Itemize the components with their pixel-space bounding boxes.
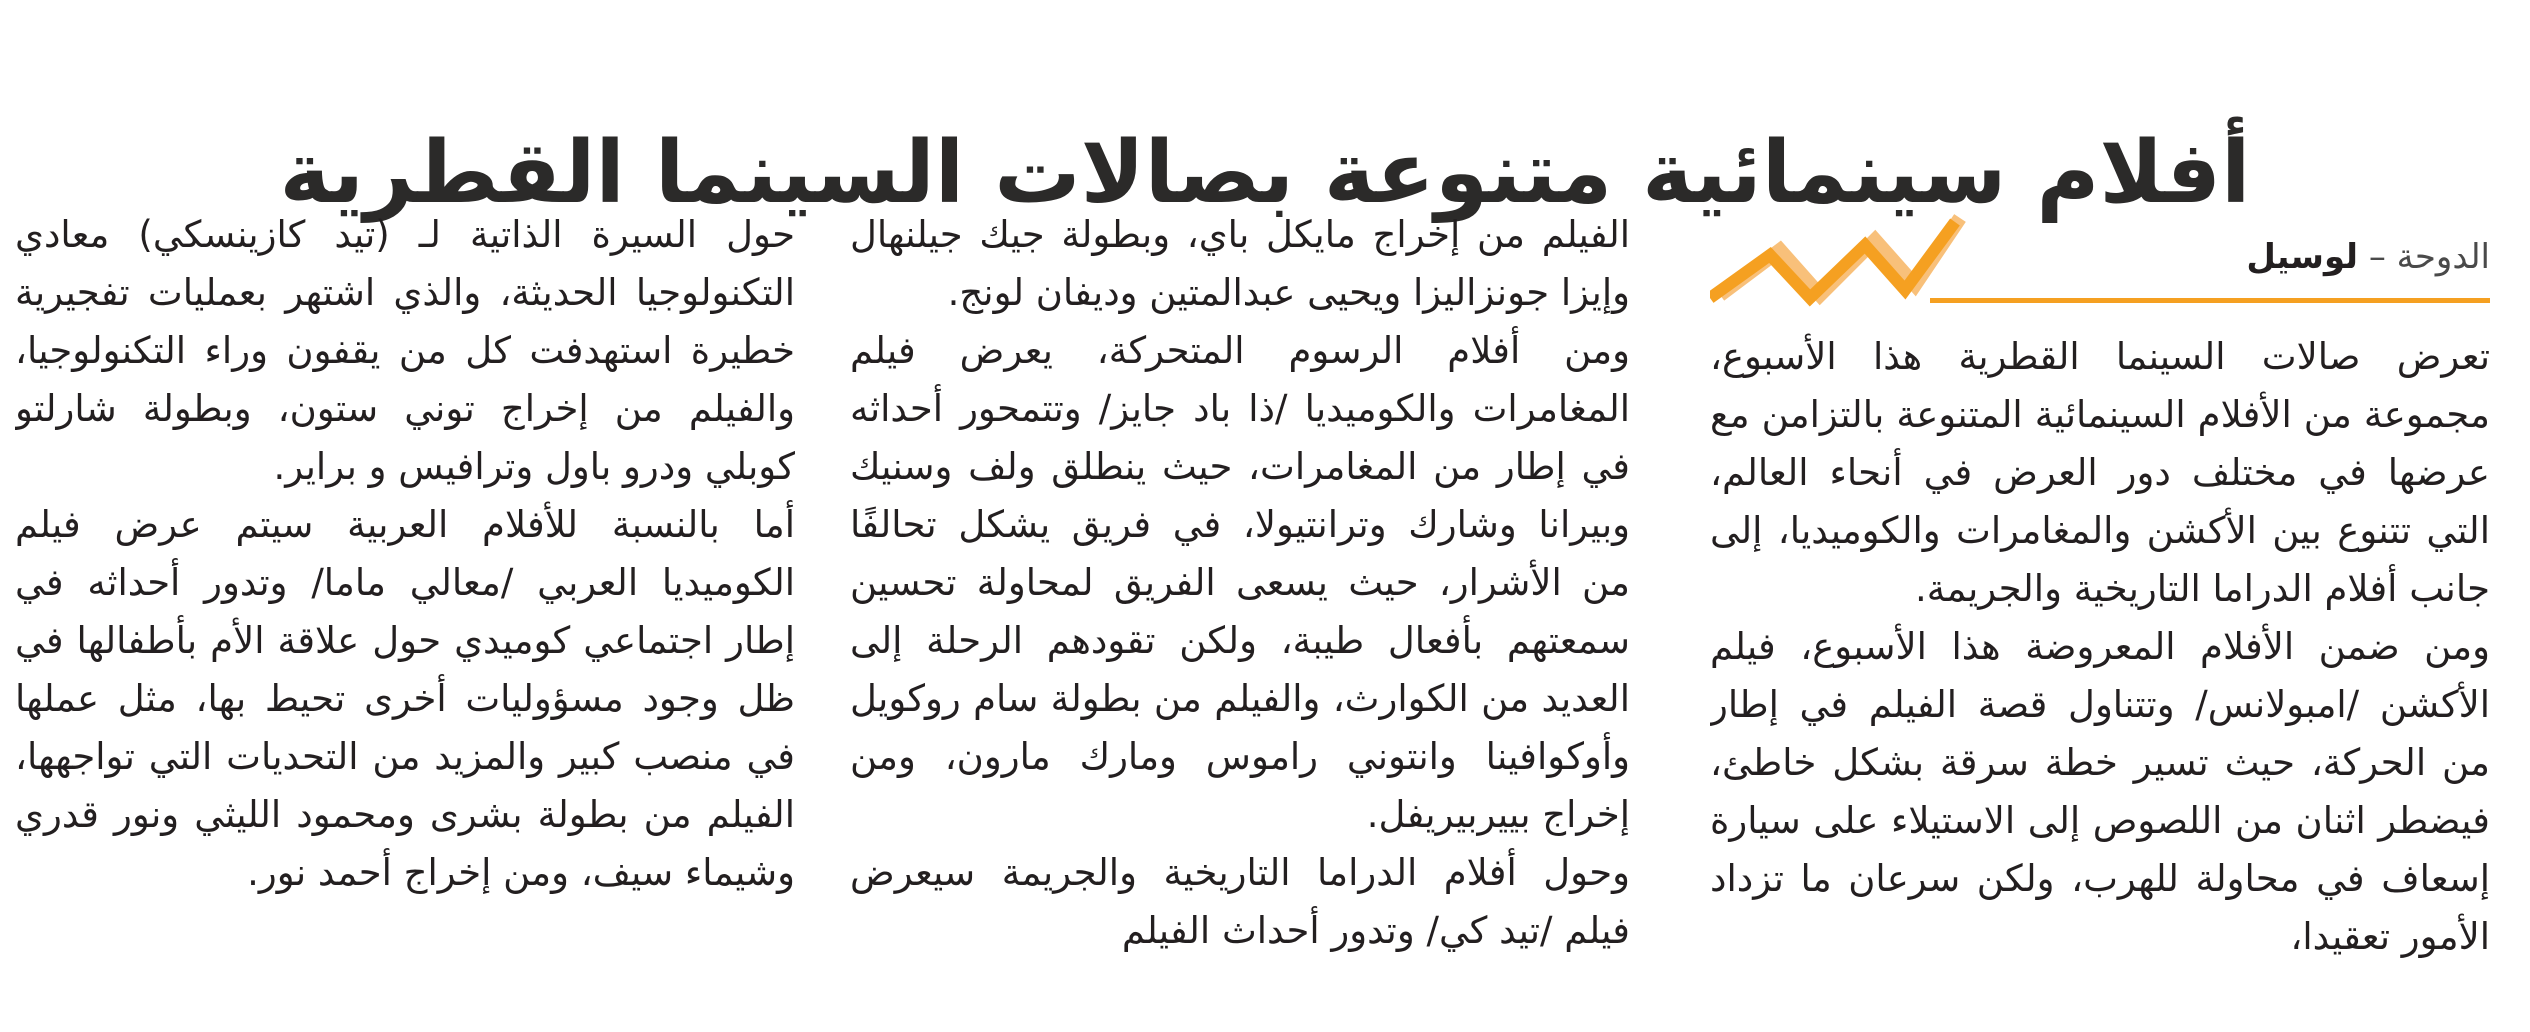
column-right: [1710, 210, 2490, 966]
byline: [2246, 232, 2490, 282]
byline-rule: [1930, 298, 2490, 303]
byline-block: [1710, 210, 2490, 310]
paragraph: ومن ضمن الأفلام المعروضة هذا الأسبوع، فيلم الأكشن /امبولانس/ وتتناول قصة الفيلم في إطار من الحركة، حيث تسير خطة سرقة بشكل خاطئ، فيضطر اثنان من اللصوص إلى الاستيلاء على سيارة إسعاف في محاولة للهرب، ولكن سرعان ما تزداد الأمور تعقيدا،: [1710, 625, 2490, 958]
byline-place: الدوحة –: [2368, 237, 2490, 277]
paragraph: أما بالنسبة للأفلام العربية سيتم عرض فيلم الكوميديا العربي /معالي ماما/ وتدور أحداثه في إطار اجتماعي كوميدي حول علاقة الأم بأطفالها في ظل وجود مسؤوليات أخرى تحيط بها، مثل عملها في منصب كبير والمزيد من التحديات التي تواجهها، الفيلم من بطولة بشرى ومحمود الليثي ونور قدري وشيماء سيف، ومن إخراج أحمد نور.: [15, 503, 795, 894]
paragraph: حول السيرة الذاتية لـ (تيد كازينسكي) معادي التكنولوجيا الحديثة، والذي اشتهر بعمليات تفجيرية خطيرة استهدفت كل من يقفون وراء التكنولوجيا، والفيلم من إخراج توني ستون، وبطولة شارلتو كوبلي ودرو باول وترافيس و براير.: [15, 213, 795, 488]
article-headline: أفلام سينمائية متنوعة بصالات السينما القطرية: [279, 122, 2251, 223]
column-middle: [850, 206, 1630, 960]
paragraph: الفيلم من إخراج مايكل باي، وبطولة جيك جيلنهال وإيزا جونزاليزا ويحيى عبدالمتين وديفان لونج.: [850, 213, 1630, 314]
orange-zigzag-logo: [1710, 210, 1970, 310]
paragraph: ومن أفلام الرسوم المتحركة، يعرض فيلم المغامرات والكوميديا /ذا باد جايز/ وتتمحور أحداثه في إطار من المغامرات، حيث ينطلق ولف وسنيك وبيرانا وشارك وترانتيولا، في فريق يشكل تحالفًا من الأشرار، حيث يسعى الفريق لمحاولة تحسين سمعتهم بأفعال طيبة، ولكن تقودهم الرحلة إلى العديد من الكوارث، والفيلم من بطولة سام روكويل وأوكوافينا وانتوني راموس ومارك مارون، ومن إخراج بييربيريفل.: [850, 329, 1630, 836]
paragraph: تعرض صالات السينما القطرية هذا الأسبوع، مجموعة من الأفلام السينمائية المتنوعة بالتزامن مع عرضها في مختلف دور العرض في أنحاء العالم، التي تتنوع بين الأكشن والمغامرات والكوميديا، إلى جانب أفلام الدراما التاريخية والجريمة.: [1710, 335, 2490, 610]
column-left: [15, 206, 795, 902]
paragraph: وحول أفلام الدراما التاريخية والجريمة سيعرض فيلم /تيد كي/ وتدور أحداث الفيلم: [850, 851, 1630, 952]
byline-source: لوسيل: [2246, 237, 2359, 277]
